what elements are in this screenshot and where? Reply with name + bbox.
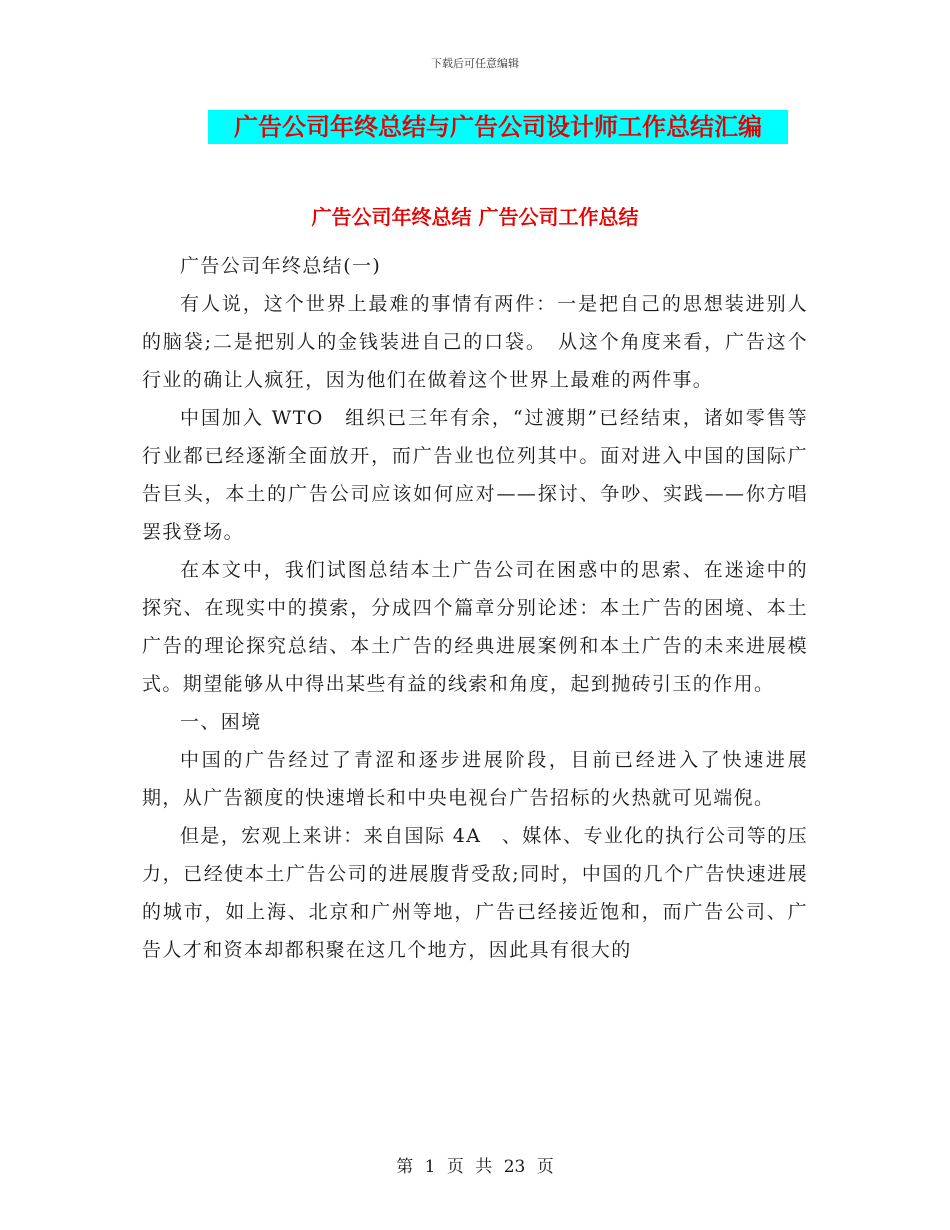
paragraph: 中国的广告经过了青涩和逐步进展阶段，目前已经进入了快速进展期，从广告额度的快速增长和中央电视台广告招标的火热就可见端倪。 <box>142 749 808 809</box>
paragraph: 有人说，这个世界上最难的事情有两件：一是把自己的思想装进别人的脑袋;二是把别人的金钱装进自己的口袋。 从这个角度来看，广告这个行业的确让人疯狂，因为他们在做着这个世界上最难的两件事。 <box>142 293 808 391</box>
paragraph: 但是，宏观上来讲：来自国际 4A 、媒体、专业化的执行公司等的压力，已经使本土广告公司的进展腹背受敌;同时，中国的几个广告快速进展的城市，如上海、北京和广州等地，广告已经接近饱和，而广告公司、广告人才和资本却都积聚在这几个地方，因此具有很大的 <box>142 825 808 961</box>
main-title: 广告公司年终总结与广告公司设计师工作总结汇编 <box>208 110 788 144</box>
section-heading: 广告公司年终总结(一) <box>180 255 382 277</box>
page-footer: 第 1 页 共 23 页 <box>396 1157 554 1177</box>
paragraph: 在本文中，我们试图总结本土广告公司在困惑中的思索、在迷途中的探究、在现实中的摸索，分成四个篇章分别论述：本土广告的困境、本土广告的理论探究总结、本土广告的经典进展案例和本土广告的未来进展模式。期望能够从中得出某些有益的线索和角度，起到抛砖引玉的作用。 <box>142 559 808 695</box>
header-note: 下载后可任意编辑 <box>431 57 519 70</box>
document-body <box>142 247 808 969</box>
paragraph: 中国加入 WTO 组织已三年有余，“过渡期”已经结束，诸如零售等行业都已经逐渐全面放开，而广告业也位列其中。面对进入中国的国际广告巨头，本土的广告公司应该如何应对——探讨、争吵、实践——你方唱罢我登场。 <box>142 407 808 543</box>
subtitle: 广告公司年终总结 广告公司工作总结 <box>311 205 639 229</box>
section-heading: 一、困境 <box>180 711 262 733</box>
